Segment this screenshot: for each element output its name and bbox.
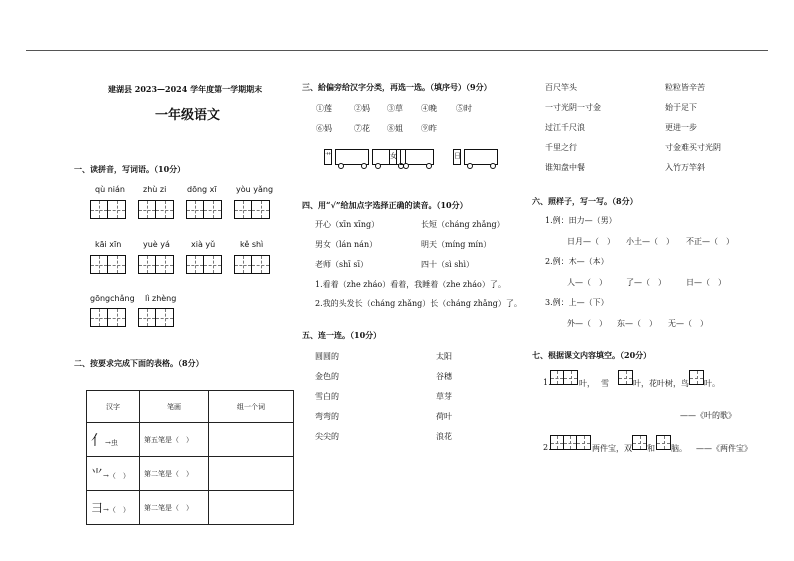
option: ⑥妈: [316, 124, 332, 133]
option: ③草: [387, 104, 403, 113]
line-1-text: 叶。: [704, 379, 720, 388]
line-1-text: 叶，: [633, 379, 649, 388]
pinyin-3: dōng xī: [187, 185, 217, 194]
answer-item[interactable]: 人—（ ）: [567, 278, 607, 287]
col-word: 组一个词: [209, 391, 294, 423]
writing-grid[interactable]: [234, 255, 270, 274]
pinyin-9: gōngchǎng: [90, 294, 135, 303]
match-left[interactable]: 金色的: [315, 372, 339, 381]
table-row-word[interactable]: [209, 491, 294, 525]
pinyin-5: kāi xīn: [95, 240, 122, 249]
answer-item[interactable]: 外—（ ）: [567, 319, 607, 328]
answer-item[interactable]: 了—（ ）: [626, 278, 666, 287]
section-3-title: 三、給偏旁给汉字分类，再选一选。（填序号）（9分）: [302, 82, 492, 92]
writing-grid[interactable]: [138, 308, 174, 327]
option: ⑦花: [354, 124, 370, 133]
section-7-title: 七、根据课文内容填空。（20分）: [532, 350, 652, 360]
example-2: 2.例：木—（本）: [545, 257, 609, 266]
answer-item[interactable]: 无—（ ）: [668, 319, 708, 328]
match-right[interactable]: 草芽: [436, 392, 452, 401]
option: ④晚: [421, 104, 437, 113]
fill-grid[interactable]: [550, 435, 591, 450]
option: ②妈: [354, 104, 370, 113]
example-1: 1.例：田力—（男）: [545, 216, 617, 225]
writing-grid[interactable]: [234, 200, 270, 219]
table-row-stroke: 第二笔是（ ）: [140, 457, 209, 491]
line-1-num: 1.: [543, 378, 551, 387]
school-header: 建湖县 2023—2024 学年度第一学期期末: [108, 84, 263, 94]
line-2-text: 脑。: [671, 444, 687, 453]
word-item: 明天（míng mín）: [421, 240, 492, 249]
table-row-char: ⺅→虫: [87, 423, 140, 457]
option: ⑨昨: [421, 124, 437, 133]
answer-item[interactable]: 不正—（ ）: [686, 237, 734, 246]
section-5-title: 五、连一连。（10分）: [302, 330, 382, 340]
section-4-title: 四、用“√”给加点字选择正确的读音。（10分）: [302, 200, 468, 210]
pinyin-10: lì zhèng: [145, 294, 177, 303]
source-2: ——《两件宝》: [696, 444, 752, 453]
top-rule: [26, 50, 768, 51]
line-1-text: 雪: [601, 379, 609, 388]
word-item: 男女（lán nán）: [315, 240, 378, 249]
word-item: 四十（sì shì）: [421, 260, 475, 269]
fill-grid[interactable]: [618, 370, 633, 385]
pinyin-7: xià yǔ: [191, 240, 216, 249]
match-right[interactable]: 谷穗: [436, 372, 452, 381]
word-item: 长短（cháng zhǎng）: [421, 220, 505, 229]
match-right[interactable]: 太阳: [436, 352, 452, 361]
match-right[interactable]: 浪花: [436, 432, 452, 441]
line-1-text: 花叶树，鸟: [649, 379, 689, 388]
idiom-left[interactable]: 百尺竿头: [545, 83, 577, 92]
word-item: 老师（shī sī）: [315, 260, 369, 269]
idiom-right[interactable]: 始于足下: [665, 103, 697, 112]
answer-item[interactable]: 日月—（ ）: [567, 237, 615, 246]
line-2-text: 两件宝，双: [592, 444, 632, 453]
pinyin-1: qù nián: [95, 185, 125, 194]
writing-grid[interactable]: [90, 200, 126, 219]
pinyin-2: zhù zi: [143, 185, 167, 194]
match-left[interactable]: 尖尖的: [315, 432, 339, 441]
answer-item[interactable]: 小土—（ ）: [626, 237, 674, 246]
pinyin-4: yòu yǎng: [236, 185, 274, 194]
idiom-left[interactable]: 一寸光阴一寸金: [545, 103, 601, 112]
idiom-left[interactable]: 千里之行: [545, 143, 577, 152]
line-2-num: 2.: [543, 443, 551, 452]
match-left[interactable]: 雪白的: [315, 392, 339, 401]
option: ⑧姐: [387, 124, 403, 133]
page-title: 一年级语文: [155, 108, 221, 123]
table-row-stroke: 第二笔是（ ）: [140, 491, 209, 525]
idiom-right[interactable]: 粒粒皆辛苦: [665, 83, 705, 92]
fill-grid[interactable]: [689, 370, 704, 385]
section-2-title: 二、按要求完成下面的表格。（8分）: [74, 358, 204, 368]
col-stroke: 笔画: [140, 391, 209, 423]
pinyin-8: kě shì: [240, 240, 264, 249]
idiom-right[interactable]: 寸金难买寸光阴: [665, 143, 721, 152]
match-left[interactable]: 弯弯的: [315, 412, 339, 421]
stroke-table: [86, 390, 294, 525]
match-left[interactable]: 圆圆的: [315, 352, 339, 361]
writing-grid[interactable]: [90, 255, 126, 274]
sentence-1: 1.看着（zhe zháo）看着，我睡着（zhe zháo）了。: [315, 280, 506, 289]
writing-grid[interactable]: [138, 255, 174, 274]
line-2-text: 和: [647, 444, 655, 453]
fill-grid[interactable]: [632, 435, 647, 450]
answer-item[interactable]: 日—（ ）: [686, 278, 726, 287]
example-3: 3.例：上—（下）: [545, 298, 609, 307]
word-item: 开心（xīn xīng）: [315, 220, 380, 229]
section-1-title: 一、读拼音，写词语。（10分）: [74, 164, 186, 174]
table-row-char: 彐→（ ）: [87, 491, 140, 525]
idiom-left[interactable]: 谁知盘中餐: [545, 163, 585, 172]
col-hanzi: 汉字: [87, 391, 140, 423]
table-row-char: ⺌→（ ）: [87, 457, 140, 491]
table-row-stroke: 第五笔是（ ）: [140, 423, 209, 457]
idiom-right[interactable]: 更进一步: [665, 123, 697, 132]
writing-grid[interactable]: [186, 200, 222, 219]
fill-grid[interactable]: [656, 435, 671, 450]
line-1-text: 叶，: [579, 379, 595, 388]
idiom-left[interactable]: 过江千尺浪: [545, 123, 585, 132]
writing-grid[interactable]: [186, 255, 222, 274]
sentence-2: 2.我的头发长（cháng zhǎng）长（cháng zhǎng）了。: [315, 299, 522, 308]
idiom-right[interactable]: 入竹万竿斜: [665, 163, 705, 172]
writing-grid[interactable]: [90, 308, 126, 327]
fill-grid[interactable]: [550, 370, 578, 385]
answer-item[interactable]: 东—（ ）: [617, 319, 657, 328]
option: ①莲: [316, 104, 332, 113]
source-1: ——《叶的歌》: [680, 411, 736, 420]
section-6-title: 六、照样子，写一写。（8分）: [532, 196, 638, 206]
table-row-word[interactable]: [209, 457, 294, 491]
option: ⑤时: [456, 104, 472, 113]
table-row-word[interactable]: [209, 423, 294, 457]
match-right[interactable]: 荷叶: [436, 412, 452, 421]
writing-grid[interactable]: [138, 200, 174, 219]
pinyin-6: yuè yá: [143, 240, 170, 249]
